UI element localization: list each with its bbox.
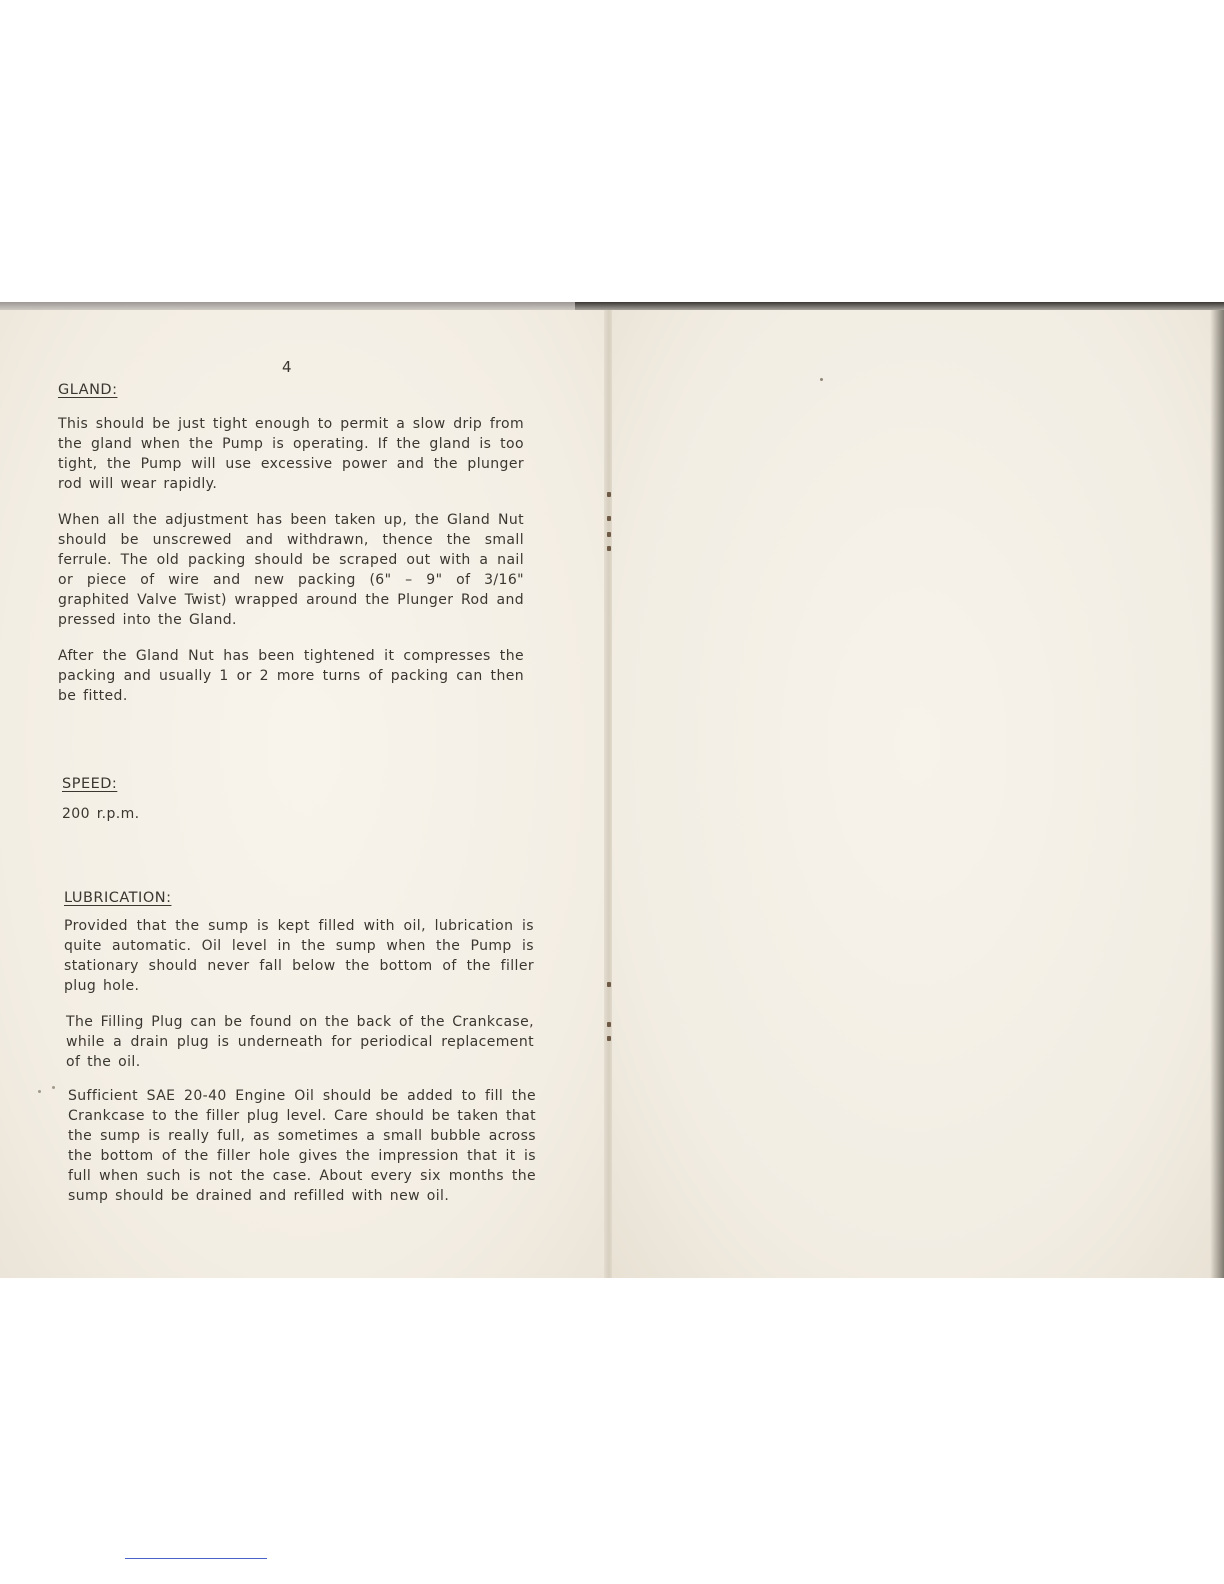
speed-value: 200 r.p.m. bbox=[62, 806, 140, 822]
footer-link-underline bbox=[125, 1558, 267, 1559]
lubrication-paragraph-2 bbox=[66, 1012, 534, 1072]
lubrication-section bbox=[64, 888, 530, 908]
right-page-blank bbox=[612, 310, 1224, 1278]
binding-mark bbox=[607, 546, 611, 551]
right-page-edge-shadow bbox=[1210, 310, 1224, 1278]
paper-speck bbox=[820, 378, 823, 381]
paragraph: When all the adjustment has been taken up, the Gland Nut should be unscrewed and withdrawn, thence the small ferrule. The old packing should be scraped out with a nail or piece of wire and new packing (6" – 9" of 3/16" graphited Valve Twist) wrapped around the Plunger Rod and pressed into the Gland. bbox=[58, 512, 524, 628]
speed-heading: SPEED: bbox=[62, 776, 118, 792]
lubrication-heading: LUBRICATION: bbox=[64, 890, 172, 906]
paragraph: Provided that the sump is kept filled with oil, lubrication is quite automatic. Oil level in the sump when the Pump is stationary should never fall below the bottom of the filler plug hole. bbox=[64, 918, 534, 994]
gland-paragraph-1 bbox=[58, 414, 524, 494]
gland-section bbox=[58, 380, 524, 400]
left-page bbox=[0, 310, 608, 1278]
binding-mark bbox=[607, 1036, 611, 1041]
paragraph: After the Gland Nut has been tightened it compresses the packing and usually 1 or 2 more turns of packing can then be fitted. bbox=[58, 648, 524, 704]
binding-mark bbox=[607, 492, 611, 497]
paragraph: Sufficient SAE 20-40 Engine Oil should be added to fill the Crankcase to the filler plug level. Care should be taken that the sump is really full, as sometimes a small bubble across the bottom of the filler hole gives the impression that it is full when such is not the case. About every six months the sump should be drained and refilled with new oil. bbox=[68, 1088, 536, 1204]
paragraph: The Filling Plug can be found on the back of the Crankcase, while a drain plug is underneath for periodical replacement of the oil. bbox=[66, 1014, 534, 1070]
binding-mark bbox=[607, 982, 611, 987]
paper-speck bbox=[38, 1090, 41, 1093]
binding-mark bbox=[607, 1022, 611, 1027]
binding-mark bbox=[607, 532, 611, 537]
gland-heading: GLAND: bbox=[58, 382, 118, 398]
speed-value-block bbox=[62, 804, 528, 824]
gland-paragraph-2 bbox=[58, 510, 524, 630]
speed-section bbox=[62, 774, 528, 794]
page-number: 4 bbox=[282, 358, 292, 376]
lubrication-paragraph-3 bbox=[68, 1086, 536, 1206]
lubrication-paragraph-1 bbox=[64, 916, 534, 996]
paper-speck bbox=[52, 1086, 55, 1089]
scanned-booklet-spread bbox=[0, 302, 1224, 1278]
binding-mark bbox=[607, 516, 611, 521]
paragraph: This should be just tight enough to permit a slow drip from the gland when the Pump is operating. If the gland is too tight, the Pump will use excessive power and the plunger rod will wear rapidly. bbox=[58, 416, 524, 492]
gland-paragraph-3 bbox=[58, 646, 524, 706]
